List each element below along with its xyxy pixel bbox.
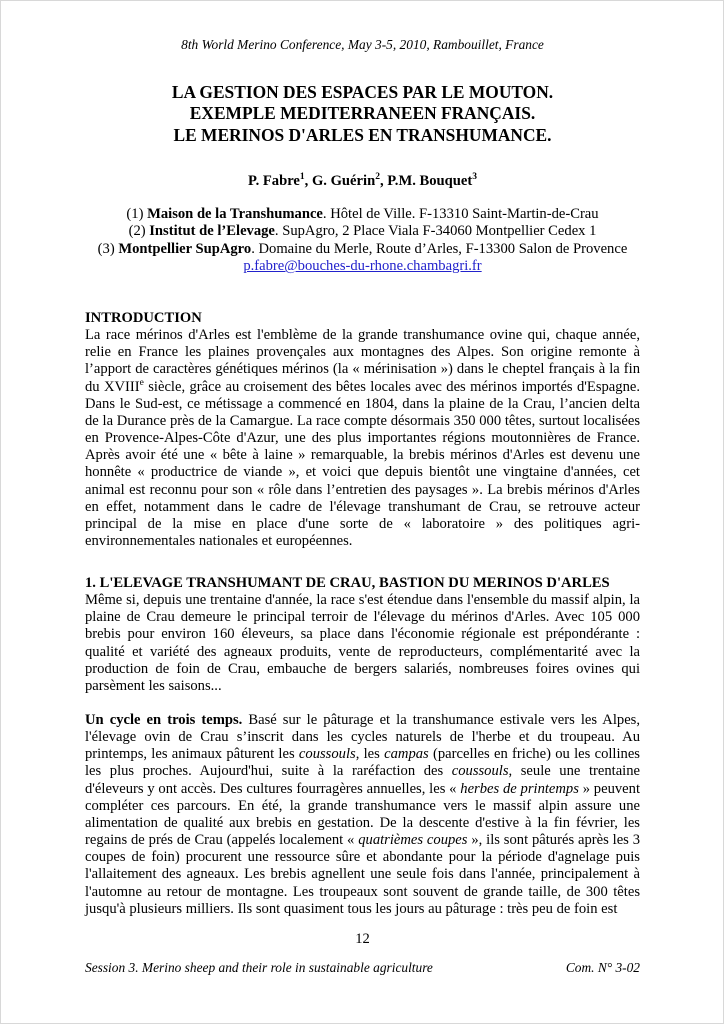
italic-term: coussouls	[298, 746, 356, 763]
affiliation-address: . Domaine du Merle, Route d’Arles, F-13300 Salon de Provence	[251, 240, 628, 257]
author-affil-mark-2: 2	[375, 172, 380, 183]
paragraph-text: , seule une trentaine d'éleveurs y ont accès. Des cultures fourragères annuelles, les «	[85, 763, 641, 797]
email-link[interactable]: p.fabre@bouches-du-rhone.chambagri.fr	[243, 258, 482, 275]
paragraph-text: (parcelles en friche) ou les collines les plus proches. Aujourd'hui, suite à la raréfaction des	[85, 746, 640, 780]
footer-communication-number: Com. N° 3-02	[565, 960, 640, 975]
affiliation-address: . Hôtel de Ville. F-13310 Saint-Martin-de-Crau	[322, 206, 599, 222]
introduction-section	[85, 310, 640, 550]
email-line	[85, 258, 640, 275]
section-heading-1: 1. L'ELEVAGE TRANSHUMANT DE CRAU, BASTION DU MERINOS D'ARLES	[85, 575, 610, 591]
affiliation-org: Maison de la Transhumance	[147, 206, 323, 222]
affiliation-org: Institut de l’Elevage	[149, 223, 275, 240]
title-line-1: LA GESTION DES ESPACES PAR LE MOUTON.	[171, 82, 554, 102]
authors-line	[85, 173, 640, 190]
author-separator: ,	[304, 173, 312, 189]
paragraph-text: La race mérinos d'Arles est l'emblème de la grande transhumance ovine qui, chaque année, relie en France les plaines provençales aux montagnes des Alpes. Son origine remonte à l’apport de caractères génétiques mérinos (la « mérinisation ») dans le cheptel français à la fin du XVIII	[85, 327, 640, 395]
affiliation-line-2	[85, 223, 640, 240]
author-separator: ,	[379, 173, 388, 189]
section-1-paragraph: Même si, depuis une trentaine d'année, la race s'est étendue dans l'ensemble du massif alpin, la plaine de Crau demeure le principal terroir de l'élevage du mérinos d'Arles. Avec 105 000 brebis pour environ 160 éleveurs, sa place dans l'économie régionale est prépondérante : qualité et variété des agneaux produits, vente de reproducteurs, complémentarité avec la production de foin de Crau, embauche de bergers salariés, nombreuses foires ovines qui parsèment les saisons...	[85, 592, 640, 694]
author-name-1: P. Fabre	[248, 173, 300, 189]
affiliation-address: . SupAgro, 2 Place Viala F-34060 Montpellier Cedex 1	[274, 223, 597, 240]
running-header: 8th World Merino Conference, May 3-5, 2010, Rambouillet, France	[181, 37, 544, 52]
footer-session-label: Session 3. Merino sheep and their role in sustainable agriculture	[85, 960, 433, 975]
italic-term: coussouls	[451, 763, 509, 780]
paragraph-text: Basé sur le pâturage et la transhumance estivale vers les Alpes, l'élevage ovin de Crau s’inscrit dans les cycles naturels de l'herbe et du troupeau. Au printemps, les animaux pâturent les	[85, 712, 641, 763]
cycle-paragraph-block	[85, 712, 640, 918]
page-footer	[85, 960, 640, 976]
paragraph-text: » peuvent compléter ces parcours. En été, la grande transhumance vers le massif alpin assure une alimentation de qualité aux brebis en gestation. De la descente d'estive à la fin février, les regains de prés de Crau (appelés localement «	[85, 780, 641, 849]
title-line-3: LE MERINOS D'ARLES EN TRANSHUMANCE.	[173, 124, 552, 145]
author-affil-mark-3: 3	[472, 172, 477, 183]
affiliation-number: (1)	[126, 206, 148, 222]
paragraph-text: siècle, grâce au croisement des bêtes locales avec des mérinos importés d'Espagne. Dans le Sud-est, ce métissage a commencé en 1804, dans la plaine de la Crau, l’ancien delta de la Durance près de la Camargue. La race compte désormais 350 000 têtes, surtout localisées en Provence-Alpes-Côte d'Azur, une des plus importantes régions moutonnières de France. Après avoir été une « bête à laine » remarquable, la brebis mérinos d'Arles est devenu une honnête « productrice de viande », et voici que depuis bientôt une vingtaine d'années, cet animal est reconnu pour son « rôle dans l’entretien des paysages ». La brebis mérinos d'Arles en effet, notamment dans le cadre de l'élevage transhumant de Crau, se retrouve acteur principal de la mise en place d'une sorte de « laboratoire » des politiques agri-environnementales nationales et européennes.	[85, 378, 640, 550]
affiliation-number: (3)	[97, 240, 119, 257]
affiliation-org: Montpellier SupAgro	[118, 240, 252, 257]
page-number: 12	[355, 931, 370, 947]
introduction-paragraph	[85, 327, 640, 550]
cycle-paragraph	[85, 712, 640, 918]
affiliations	[85, 206, 640, 276]
century-superscript: e	[139, 377, 144, 388]
italic-term: quatrièmes coupes	[358, 832, 468, 849]
paragraph-text: , les	[355, 746, 385, 763]
author-name-2: G. Guérin	[311, 173, 376, 189]
title-line-2: EXEMPLE MEDITERRANEEN FRANÇAIS.	[189, 103, 536, 124]
affiliation-number: (2)	[128, 223, 150, 240]
paragraph-lead-bold: Un cycle en trois temps.	[85, 712, 243, 728]
paragraph-text: », ils sont pâturés après les 3 coupes de foin) procurent une ressource sûre et abondante pour la période d'agnelage puis l'allaitement des agneaux. Les brebis agnellent une seule fois dans l'année, principalement à l'automne au retour de montagne. Les troupeaux sont souvent de grande taille, de 300 têtes jusqu'à plusieurs milliers. Ils sont quasiment tous les jours au pâturage : très peu de foin est	[85, 832, 641, 917]
section-heading-introduction: INTRODUCTION	[85, 310, 202, 326]
italic-term: campas	[384, 746, 429, 763]
affiliation-line-1	[85, 206, 640, 223]
author-affil-mark-1: 1	[299, 172, 305, 183]
affiliation-line-3	[85, 241, 640, 258]
italic-term: herbes de printemps	[460, 780, 579, 797]
author-name-3: P.M. Bouquet	[387, 173, 473, 189]
section-1	[85, 575, 640, 695]
paper-title	[85, 82, 640, 146]
